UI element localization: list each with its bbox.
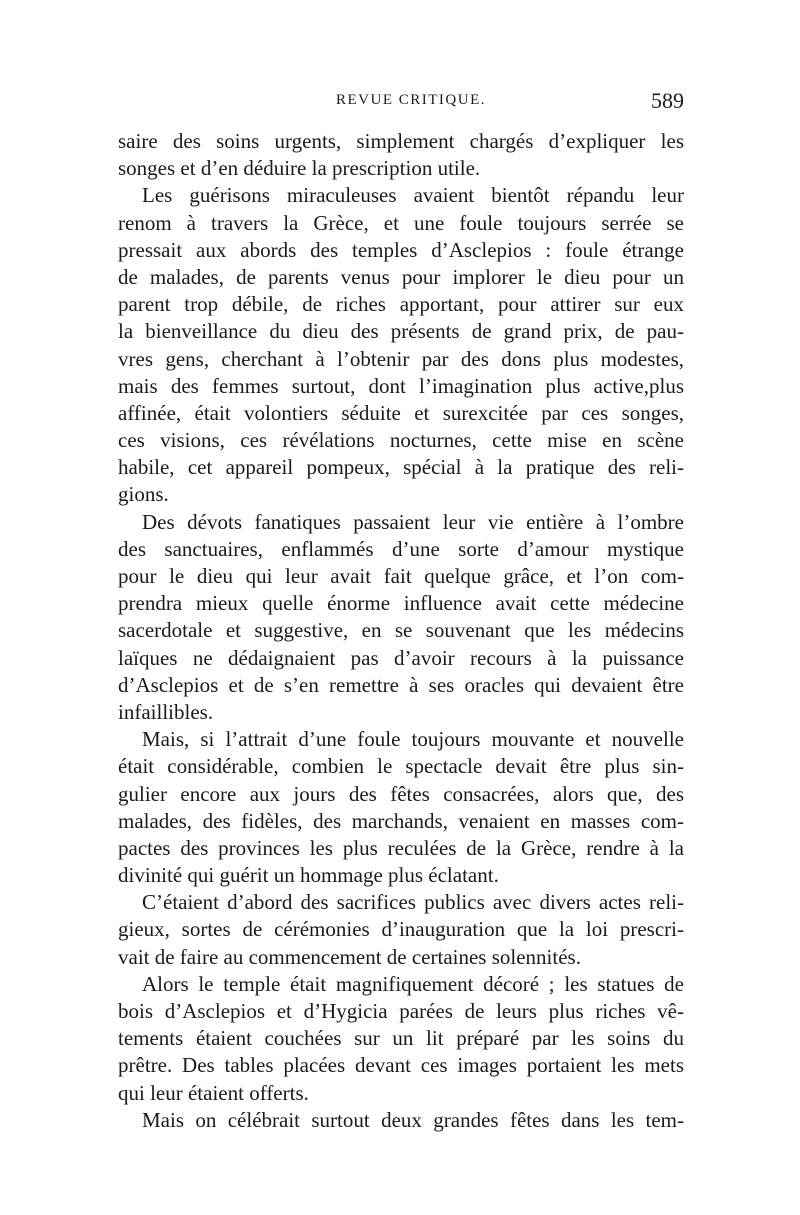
running-head [118,88,684,120]
text-line: parent trop débile, de riches apportant, pour attirer sur eux [118,292,684,317]
text-line: infaillibles. [118,699,214,724]
text-line: renom à travers la Grèce, et une foule toujours serrée se [118,210,684,235]
text-line: C’étaient d’abord des sacrifices publics avec divers actes reli- [142,890,684,915]
text-line: était considérable, combien le spectacle devait être plus sin- [118,754,684,779]
text-line: pressait aux abords des temples d’Asclepios : foule étrange [118,237,684,262]
text-line: saire des soins urgents, simplement chargés d’expliquer les [118,129,684,153]
text-line: qui leur étaient offerts. [118,1080,309,1105]
text-line: Des dévots fanatiques passaient leur vie entière à l’ombre [142,509,684,534]
text-line: de malades, de parents venus pour implorer le dieu pour un [118,264,684,289]
text-line: laïques ne dédaignaient pas d’avoir recours à la puissance [118,645,684,670]
text-line: divinité qui guérit un hommage plus éclatant. [118,863,499,888]
text-line: vres gens, cherchant à l’obtenir par des dons plus modestes, [118,346,684,371]
text-line: pactes des provinces les plus reculées de la Grèce, rendre à la [118,835,684,860]
text-line: malades, des fidèles, des marchands, venaient en masses com- [118,808,684,833]
text-line: gieux, sortes de cérémonies d’inauguration que la loi prescri- [118,917,684,942]
text-line: prêtre. Des tables placées devant ces images portaient les mets [118,1053,684,1078]
text-line: affinée, était volontiers séduite et surexcitée par ces songes, [118,400,684,425]
text-line: d’Asclepios et de s’en remettre à ses oracles qui devaient être [118,672,684,697]
text-line: sacerdotale et suggestive, en se souvenant que les médecins [118,618,684,643]
body-text [118,128,684,1134]
text-line: des sanctuaires, enflammés d’une sorte d’amour mystique [118,536,684,561]
text-line: pour le dieu qui leur avait fait quelque grâce, et l’on com- [118,564,684,588]
text-line: la bienveillance du dieu des présents de grand prix, de pau- [118,319,684,344]
text-line: habile, cet appareil pompeux, spécial à la pratique des reli- [118,455,684,480]
text-line: songes et d’en déduire la prescription utile. [118,156,481,181]
text-line: mais des femmes surtout, dont l’imagination plus active,plus [118,373,684,398]
text-line: Mais, si l’attrait d’une foule toujours mouvante et nouvelle [142,727,684,752]
text-line: Mais on célébrait surtout deux grandes fêtes dans les tem- [142,1107,684,1132]
text-line: Les guérisons miraculeuses avaient bientôt répandu leur [142,183,684,208]
text-line: prendra mieux quelle énorme influence avait cette médecine [118,591,684,616]
text-line: gions. [118,482,169,507]
text-line: bois d’Asclepios et d’Hygicia parées de leurs plus riches vê- [118,999,684,1023]
text-line: gulier encore aux jours des fêtes consacrées, alors que, des [118,781,684,806]
page-number: 589 [651,88,684,113]
text-line: Alors le temple était magnifiquement décoré ; les statues de [142,971,684,996]
text-line: ces visions, ces révélations nocturnes, cette mise en scène [118,428,684,453]
running-title: REVUE CRITIQUE. [336,92,486,108]
text-line: vait de faire au commencement de certaines solennités. [118,944,581,969]
text-line: tements étaient couchées sur un lit préparé par les soins du [118,1026,684,1051]
